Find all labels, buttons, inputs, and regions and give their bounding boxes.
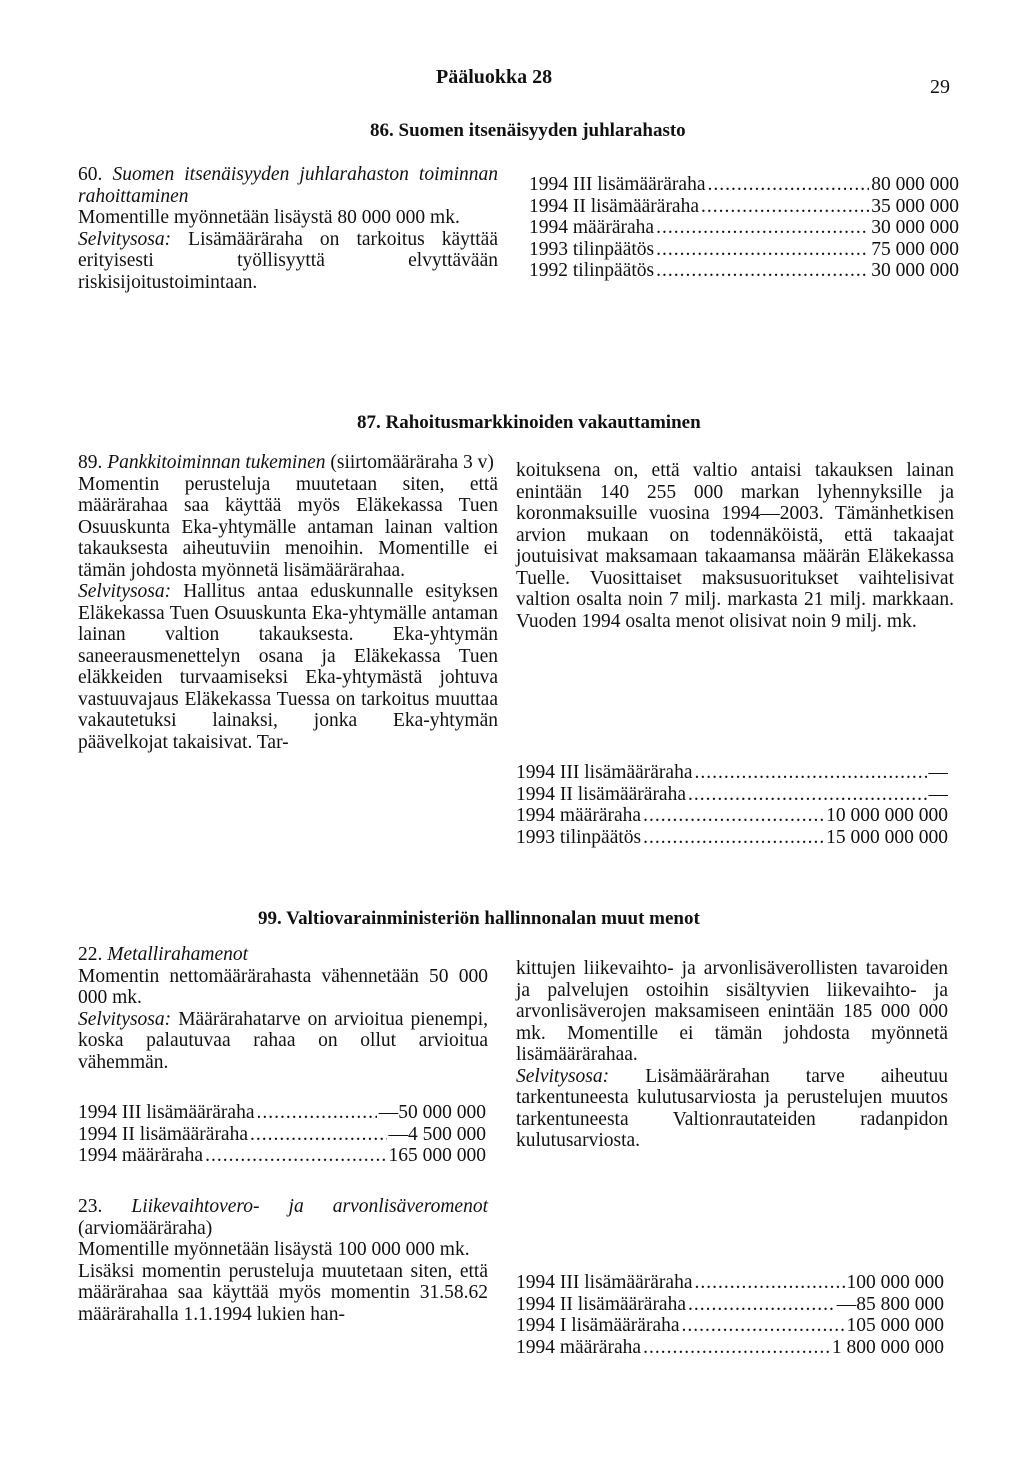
row-label: 1993 tilinpäätös — [529, 238, 655, 260]
section-87-heading: 87. Rahoitusmarkkinoiden vakauttaminen — [357, 412, 701, 433]
table-row — [516, 784, 948, 806]
table-row — [529, 239, 959, 261]
item-23-right-text: kittujen liikevaihto- ja arvonlisäverollisten tavaroiden ja palvelujen ostoihin sisältyvien liikevaihto- ja arvonlisäverojen maksamiseen enintään 185 000 000 mk. Momentille ei tämän johdosta myönnetä lisämäärärahaa. — [516, 958, 948, 1065]
table-row — [78, 1145, 486, 1167]
item-23-text-2: Lisäksi momentin perusteluja muutetaan siten, että määrärahaa saa käyttää myös momentin 31.58.62 määrärahalla 1.1.1994 lukien han- — [78, 1260, 488, 1325]
table-row — [78, 1124, 486, 1146]
table-row — [516, 1337, 944, 1359]
table-row — [529, 260, 959, 282]
item-23-appropriations-table — [516, 1272, 944, 1358]
item-23-title: Liikevaihtovero- ja arvonlisäveromenot — [131, 1196, 488, 1217]
row-amount: 100 000 000 — [846, 1272, 944, 1293]
row-label: 1994 III lisämääräraha — [529, 174, 706, 195]
item-89-block — [78, 452, 498, 753]
table-row — [78, 1102, 486, 1124]
table-row — [529, 174, 959, 196]
row-label: 1994 määräraha — [529, 217, 655, 238]
item-22-block — [78, 944, 488, 1073]
table-row — [516, 827, 948, 849]
item-89-selvitysosa-text: Hallitus antaa eduskunnalle esityksen Eläkekassa Tuen Osuuskunta Eka-yhtymälle antaman lainan valtion takauksesta. Eka-yhtymän saneerausmenettelyn osana ja Eläkekassa Tuen eläkkeiden turvaamiseksi Eka-yhtymästä johtuva vastuuvajaus Eläkekassa Tuessa on tarkoitus muuttaa vakautetuksi lainaksi, jonka Eka-yhtymän päävelkojat takaisivat. Tar- — [78, 581, 499, 753]
item-60-selvitysosa-text: Lisämääräraha on tarkoitus käyttää erityisesti työllisyyttä elvyttävään riskisijoitustoimintaan. — [78, 228, 498, 293]
item-23-title-suffix: (arviomääräraha) — [78, 1217, 213, 1239]
section-87-appropriations-table — [516, 762, 948, 848]
row-amount: 105 000 000 — [846, 1315, 944, 1336]
row-amount: 30 000 000 — [871, 217, 959, 238]
row-amount: 15 000 000 000 — [826, 826, 948, 848]
row-label: 1994 määräraha — [516, 1336, 642, 1358]
row-amount: 1 800 000 000 — [831, 1336, 944, 1358]
item-23-block — [78, 1196, 488, 1325]
item-23-selvitysosa-text: Lisämäärärahan tarve aiheutuu tarkentuneesta kulutusarviosta ja perustelujen muutos tarkentuneesta Valtionrautateiden radanpidon kulutusarviosta. — [516, 1065, 948, 1151]
item-23-selvitysosa-label: Selvitysosa: — [516, 1065, 610, 1087]
row-amount: 80 000 000 — [871, 174, 959, 195]
item-23-continuation — [516, 958, 948, 1152]
item-22-text: Momentin nettomäärärahasta vähennetään 50 000 000 mk. — [78, 965, 488, 1008]
row-label: 1994 II lisämääräraha — [516, 1293, 686, 1315]
row-amount: — — [928, 783, 948, 805]
row-amount: 30 000 000 — [871, 260, 959, 281]
row-amount: —4 500 000 — [388, 1123, 486, 1145]
row-amount: 75 000 000 — [871, 238, 959, 260]
row-label: 1994 II lisämääräraha — [78, 1123, 248, 1145]
table-row — [516, 1272, 944, 1294]
item-89-right-text: koituksena on, että valtio antaisi takauksen lainan enintään 140 255 000 markan lyhennyksille ja koronmaksuille vuosina 1994—2003. Tämänhetkisen arvion mukaan on todennäköistä, että takaajat joutuisivat maksamaan takaamansa määrän Eläkekassa Tuelle. Vuosittaiset maksusuoritukset vaihtelisivat valtion osalta noin 7 milj. markasta 21 milj. markkaan. Vuoden 1994 osalta menot olisivat noin 9 milj. mk. — [516, 460, 954, 632]
row-amount: —85 800 000 — [836, 1293, 944, 1315]
item-89-continuation — [516, 460, 954, 632]
row-label: 1994 määräraha — [516, 805, 642, 826]
item-22-appropriations-table — [78, 1102, 486, 1167]
item-23-number: 23. — [78, 1196, 103, 1217]
item-89-text: Momentin perusteluja muutetaan siten, että määrärahaa saa käyttää myös Eläkekassa Tuen Osuuskunta Eka-yhtymälle antaman lainan valtion takauksesta aiheutuviin menoihin. Momentille ei tämän johdosta myönnetä lisämäärärahaa. — [78, 473, 498, 581]
section-86-appropriations-table — [529, 174, 959, 282]
item-60-block — [78, 164, 498, 293]
item-60-title: Suomen itsenäisyyden juhlarahaston toiminnan rahoittaminen — [78, 164, 498, 207]
item-22-title: Metallirahamenot — [107, 944, 249, 965]
row-amount: 165 000 000 — [388, 1145, 486, 1166]
row-label: 1994 I lisämääräraha — [516, 1315, 680, 1336]
table-row — [516, 1294, 944, 1316]
page-header-title: Pääluokka 28 — [436, 66, 553, 88]
table-row — [529, 217, 959, 239]
row-amount: 35 000 000 — [871, 195, 959, 217]
row-label: 1994 III lisämääräraha — [516, 762, 693, 783]
row-label: 1992 tilinpäätös — [529, 260, 655, 281]
row-label: 1994 II lisämääräraha — [516, 783, 686, 805]
table-row — [516, 762, 948, 784]
item-60-text: Momentille myönnetään lisäystä 80 000 000 mk. — [78, 207, 460, 228]
item-22-selvitysosa-label: Selvitysosa: — [78, 1008, 172, 1030]
item-89-selvitysosa-label: Selvitysosa: — [78, 581, 172, 602]
row-amount: —50 000 000 — [378, 1102, 486, 1123]
table-row — [529, 196, 959, 218]
item-22-number: 22. — [78, 944, 103, 965]
item-89-title: Pankkitoiminnan tukeminen — [107, 452, 326, 473]
row-label: 1994 III lisämääräraha — [516, 1272, 693, 1293]
row-amount: 10 000 000 000 — [826, 805, 948, 826]
item-22-selvitysosa-text: Määrärahatarve on arvioitua pienempi, koska palautuvaa rahaa on ollut arvioitua vähemmän. — [78, 1008, 488, 1073]
section-86-heading: 86. Suomen itsenäisyyden juhlarahasto — [370, 120, 686, 141]
row-amount: — — [928, 762, 948, 783]
item-89-number: 89. — [78, 452, 103, 473]
page-number: 29 — [930, 76, 950, 98]
section-99-heading: 99. Valtiovarainministeriön hallinnonalan muut menot — [258, 908, 700, 929]
row-label: 1994 II lisämääräraha — [529, 195, 699, 217]
row-label: 1994 III lisämääräraha — [78, 1102, 255, 1123]
item-60-number: 60. — [78, 164, 103, 185]
table-row — [516, 805, 948, 827]
row-label: 1994 määräraha — [78, 1145, 204, 1166]
table-row — [516, 1315, 944, 1337]
row-label: 1993 tilinpäätös — [516, 826, 642, 848]
item-60-selvitysosa-label: Selvitysosa: — [78, 228, 172, 250]
item-89-title-suffix: (siirtomääräraha 3 v) — [330, 452, 494, 473]
item-23-text-1: Momentille myönnetään lisäystä 100 000 000 mk. — [78, 1239, 470, 1260]
